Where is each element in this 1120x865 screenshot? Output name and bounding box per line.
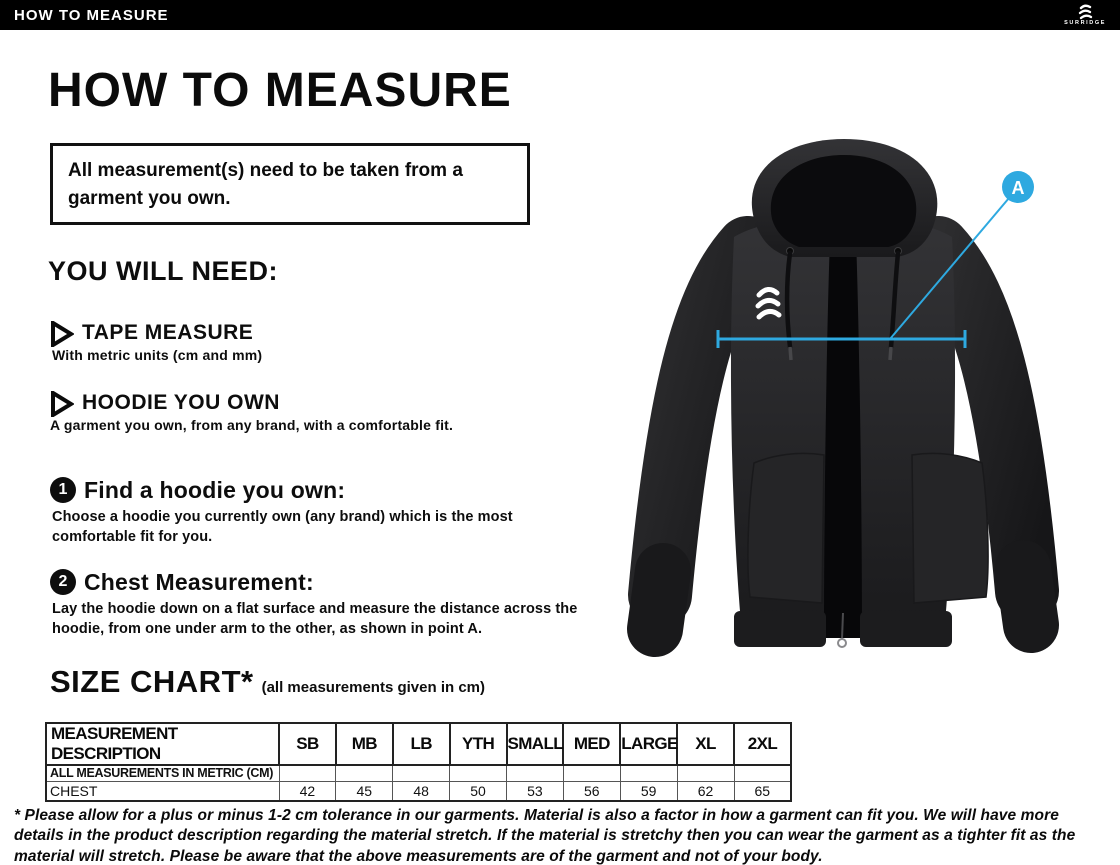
cell-value: 50 xyxy=(450,781,507,801)
column-header: SMALL xyxy=(507,723,564,765)
row-label: CHEST xyxy=(46,781,279,801)
column-header: LB xyxy=(393,723,450,765)
column-header: MED xyxy=(563,723,620,765)
cell-value: 62 xyxy=(677,781,734,801)
need-item-tape-measure: TAPE MEASURE xyxy=(82,321,254,344)
table-row xyxy=(46,781,791,801)
zipper-pull xyxy=(838,639,846,647)
you-will-need-heading: YOU WILL NEED: xyxy=(48,256,279,286)
column-header: 2XL xyxy=(734,723,791,765)
column-header: YTH xyxy=(450,723,507,765)
cell-value: 42 xyxy=(279,781,336,801)
need-item-tape-measure-desc: With metric units (cm and mm) xyxy=(52,347,263,363)
cell-value: 53 xyxy=(507,781,564,801)
column-header: LARGE xyxy=(620,723,677,765)
table-row xyxy=(46,765,791,781)
column-header: MEASUREMENT DESCRIPTION xyxy=(46,723,279,765)
step-1-number-badge: 1 xyxy=(50,477,76,503)
tape-measure-icon xyxy=(50,321,74,347)
page-title: HOW TO MEASURE xyxy=(48,64,512,117)
hoodie-illustration xyxy=(618,133,1118,663)
row-label: ALL MEASUREMENTS IN METRIC (CM) xyxy=(46,765,279,781)
cell-value: 56 xyxy=(563,781,620,801)
size-chart-heading: SIZE CHART* xyxy=(50,664,254,699)
hoodie-own-icon xyxy=(50,391,74,417)
header-title: HOW TO MEASURE xyxy=(14,6,169,24)
need-item-hoodie-desc: A garment you own, from any brand, with a comfortable fit. xyxy=(50,417,454,433)
cell-value: 45 xyxy=(336,781,393,801)
column-header: MB xyxy=(336,723,393,765)
size-chart-heading-row xyxy=(50,664,485,700)
column-header: SB xyxy=(279,723,336,765)
point-a-label: A xyxy=(1011,178,1025,198)
step-1-description: Choose a hoodie you currently own (any brand) which is the most comfortable fit for you. xyxy=(52,509,513,545)
size-chart-subheading: (all measurements given in cm) xyxy=(261,679,485,696)
cell-value: 65 xyxy=(734,781,791,801)
point-a-marker xyxy=(1002,171,1034,203)
column-header: XL xyxy=(677,723,734,765)
table-header-row xyxy=(46,723,791,765)
step-2-title: Chest Measurement: xyxy=(84,569,314,595)
cell-value: 59 xyxy=(620,781,677,801)
step-1-title: Find a hoodie you own: xyxy=(84,477,346,503)
brand-logo xyxy=(1064,4,1106,27)
step-2-number-badge: 2 xyxy=(50,569,76,595)
note-text: All measurement(s) need to be taken from a garment you own. xyxy=(68,160,463,209)
step-2-description: Lay the hoodie down on a flat surface and measure the distance across the hoodie, from one under arm to the other, as shown in point A. xyxy=(52,601,578,637)
note-box xyxy=(50,143,530,225)
brand-wordmark: SURRIDGE xyxy=(1064,19,1106,26)
hoodie-image xyxy=(618,133,1118,663)
size-chart-table xyxy=(45,722,792,802)
header-bar xyxy=(0,0,1120,30)
need-item-hoodie: HOODIE YOU OWN xyxy=(82,391,280,414)
cell-value: 48 xyxy=(393,781,450,801)
footnote: * Please allow for a plus or minus 1-2 cm tolerance in our garments. Material is also a factor in how a garment can fit you. We will have more details in the product description regarding the material stretch. If the material is stretchy then you can wear the garment as a tighter fit as the material will stretch. Please be aware that the above measurements are of the garment and not of your body. xyxy=(14,807,1076,865)
surridge-s-icon xyxy=(1073,4,1097,20)
